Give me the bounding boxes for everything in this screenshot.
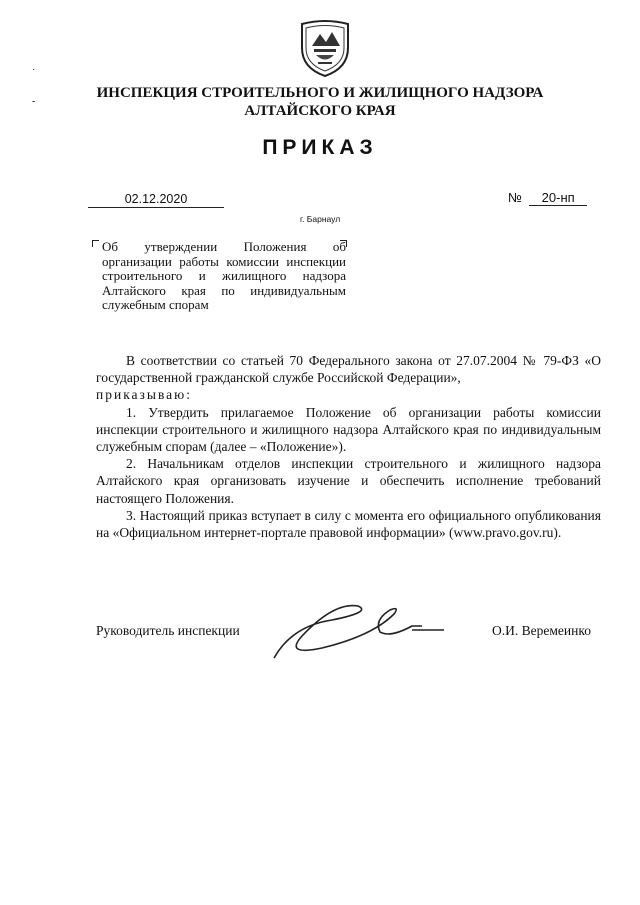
preamble [96, 352, 601, 386]
signer-position: Руководитель инспекции [96, 623, 240, 638]
margin-mark: ˙ [32, 68, 36, 79]
handwritten-signature [262, 596, 452, 666]
subject-text: Об утверждении Положения об организации работы комиссии инспекции строительного и жилищного надзора Алтайского края по индивидуальным служебным спорам [102, 239, 346, 313]
signer-name: О.И. Веремеинко [492, 623, 591, 638]
order-word [96, 386, 601, 403]
preamble-text: В соответствии со статьей 70 Федерального закона от 27.07.2004 № 79-ФЗ «О государственной гражданской службе Российской Федерации», [96, 353, 601, 386]
doc-type-title: ПРИКАЗ [262, 136, 378, 159]
order-body [96, 352, 601, 541]
coat-of-arms-icon [296, 18, 354, 78]
order-word-text: приказываю: [96, 387, 192, 403]
margin-mark: - [32, 96, 36, 107]
org-name-line1: ИНСПЕКЦИЯ СТРОИТЕЛЬНОГО И ЖИЛИЩНОГО НАДЗОРА [96, 85, 544, 101]
order-number [508, 190, 587, 206]
bracket-left [92, 240, 99, 247]
city: г. Барнаул [300, 214, 341, 224]
number-value: 20-нп [529, 190, 587, 206]
org-name-line2: АЛТАЙСКОГО КРАЯ [244, 103, 396, 119]
item-2: 2. Начальникам отделов инспекции строительного и жилищного надзора Алтайского края организовать изучение и обеспечить исполнение требований настоящего Положения. [96, 456, 601, 506]
order-subject [102, 240, 346, 313]
order-date: 02.12.2020 [88, 192, 224, 208]
item-1: 1. Утвердить прилагаемое Положение об организации работы комиссии инспекции строительного и жилищного надзора Алтайского края по индивидуальным служебным спорам (далее – «Положение»). [96, 404, 601, 455]
number-sign: № [508, 190, 522, 205]
item-3: 3. Настоящий приказ вступает в силу с момента его официального опубликования на «Официальном интернет-портале правовой информации» (www.pravo.gov.ru). [96, 507, 601, 541]
